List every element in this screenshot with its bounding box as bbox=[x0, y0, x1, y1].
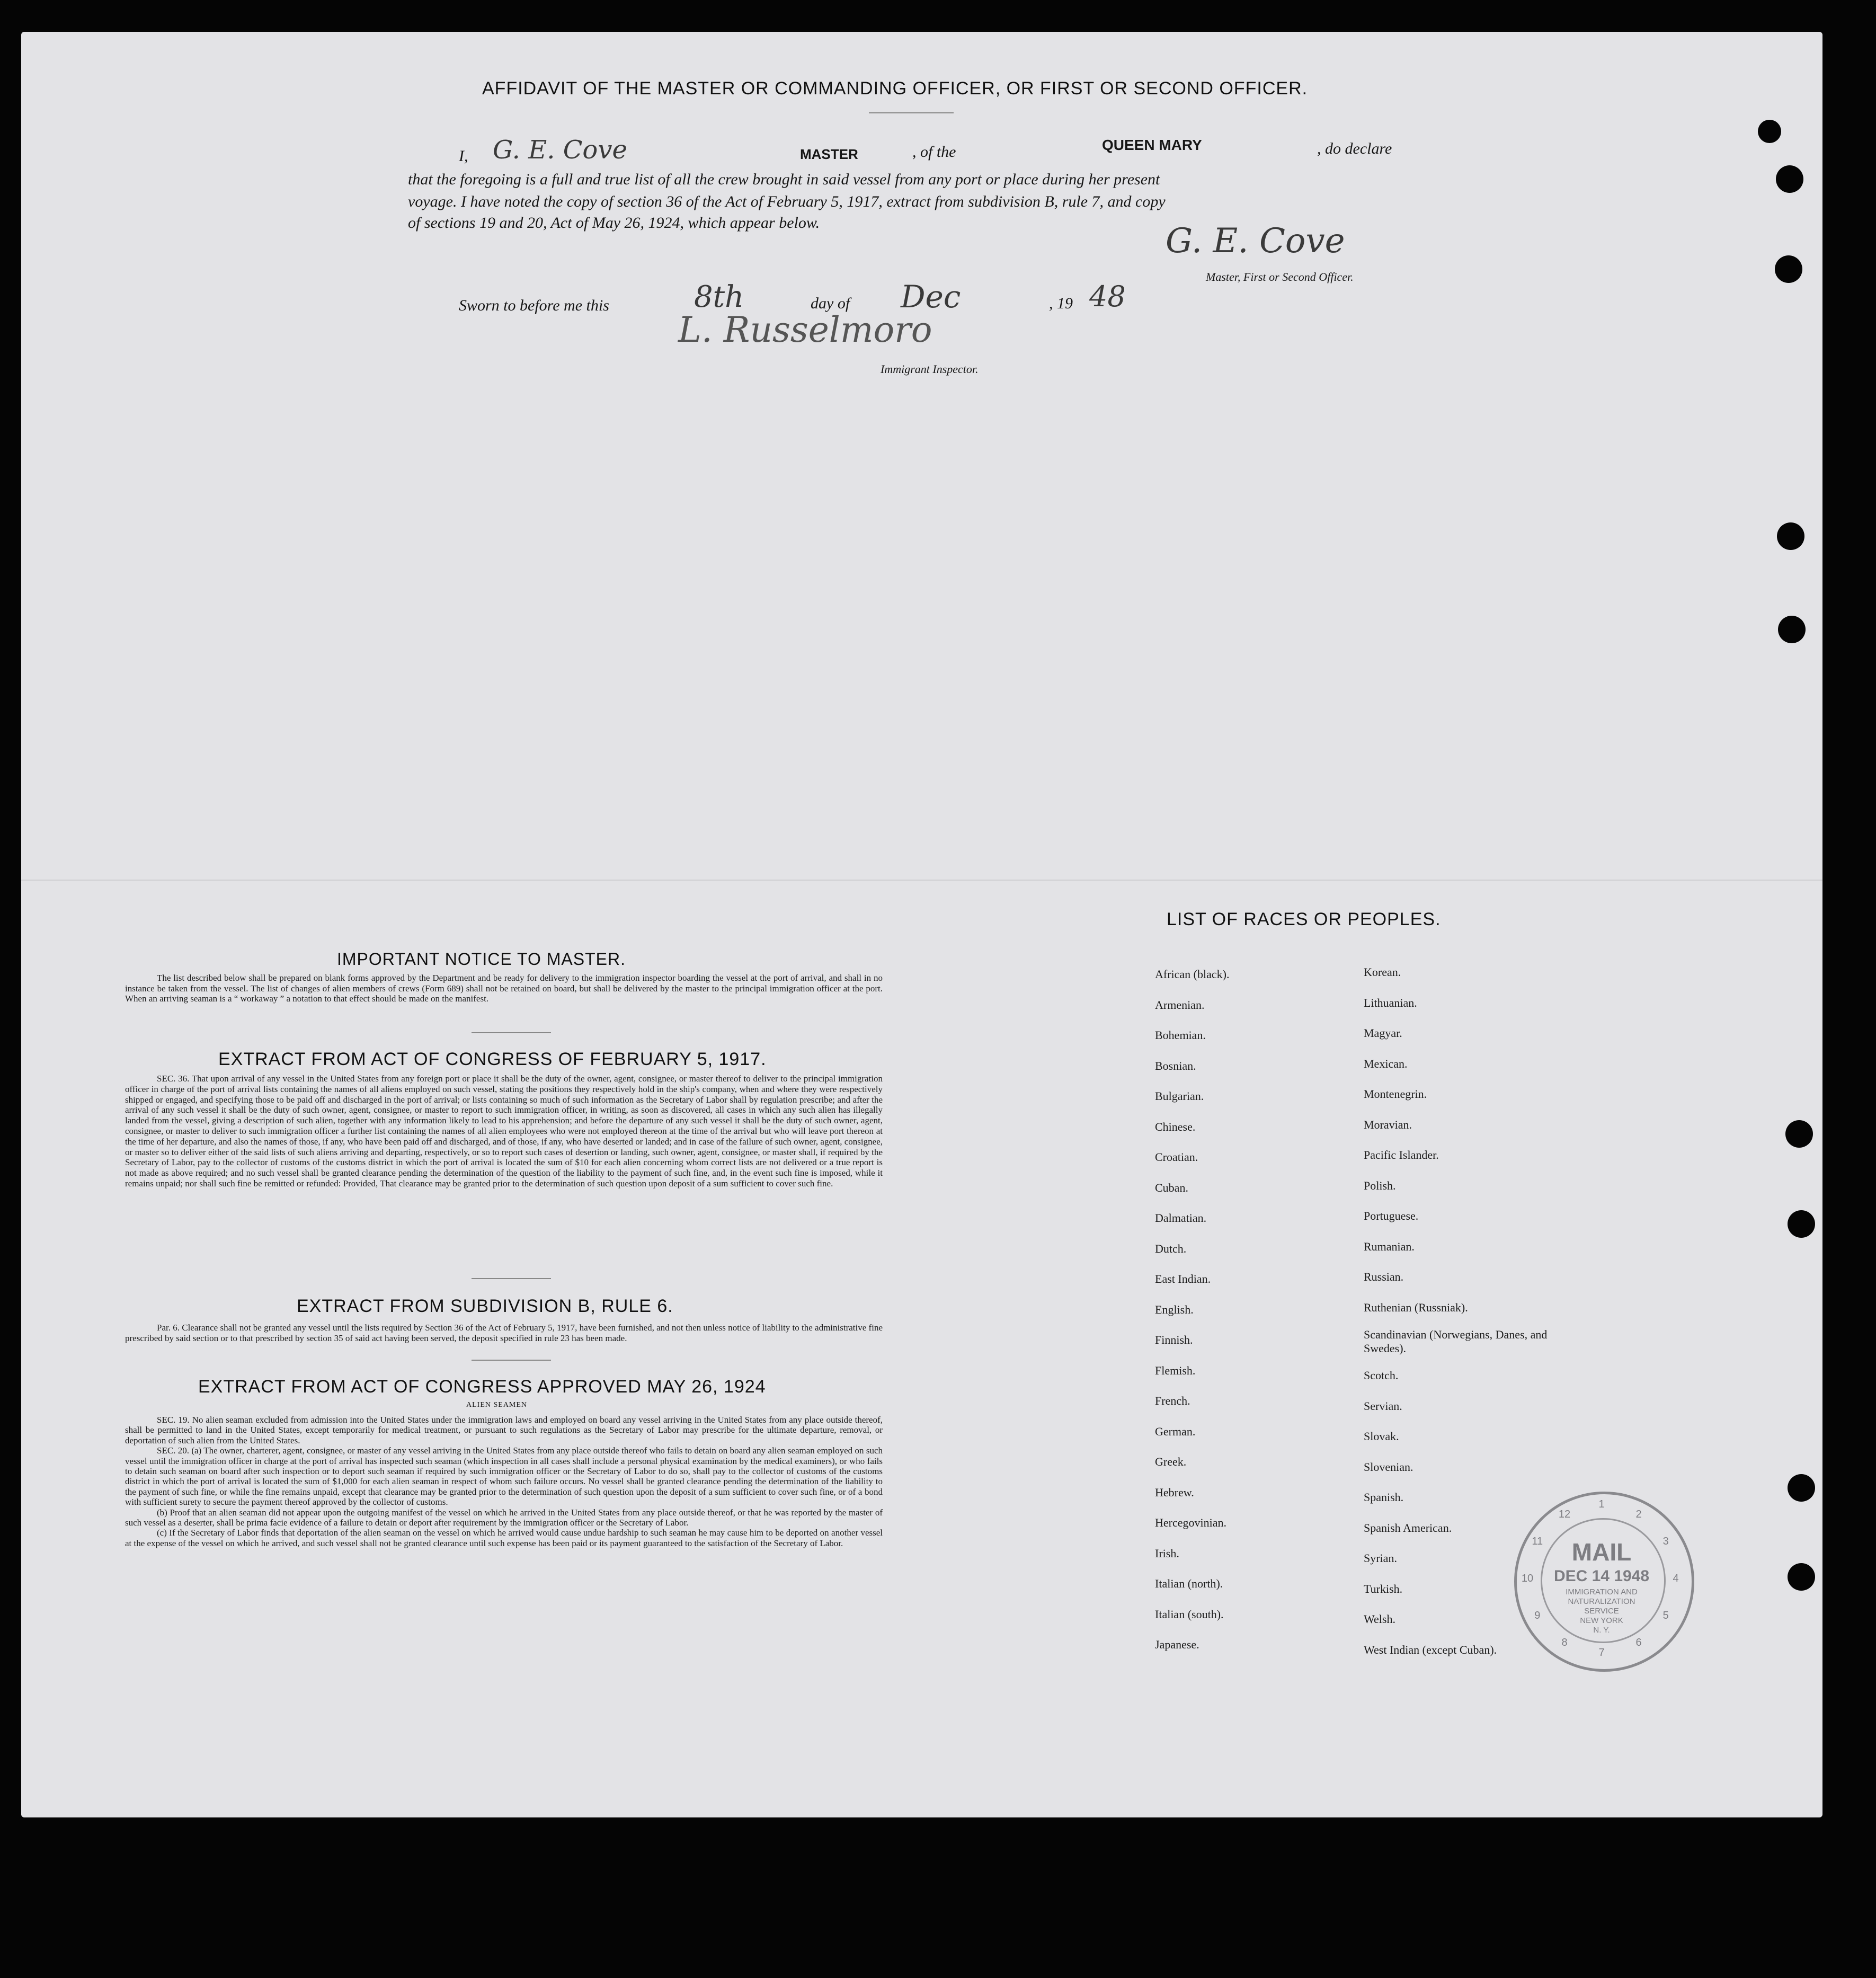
notice-title: IMPORTANT NOTICE TO MASTER. bbox=[337, 950, 626, 969]
sec-19-paragraph: SEC. 19. No alien seaman excluded from admission into the United States under the immigration laws and employed on board any vessel arriving in the United States from any place outside thereof, shall be permitted to land in the United States, except temporarily for medical treatment, or pursuant to such regulations as the Secretary of Labor may prescribe for the ultimate departure, removal, or deportation of such alien from the United States. bbox=[125, 1415, 883, 1445]
stamp-ring-number: 3 bbox=[1662, 1536, 1669, 1547]
rank: MASTER bbox=[800, 146, 858, 162]
inspector-signature: L. Russelmoro bbox=[678, 309, 932, 350]
race-item: Spanish. bbox=[1364, 1491, 1404, 1504]
race-item: Hebrew. bbox=[1155, 1485, 1194, 1499]
race-item: German. bbox=[1155, 1424, 1196, 1438]
stamp-ring-number: 9 bbox=[1534, 1610, 1541, 1621]
stamp-ring-number: 12 bbox=[1558, 1508, 1571, 1520]
stamp-mail: MAIL bbox=[1571, 1538, 1632, 1566]
race-item: Slovenian. bbox=[1364, 1460, 1413, 1474]
race-item: Slovak. bbox=[1364, 1430, 1399, 1443]
divider bbox=[472, 1360, 551, 1361]
punch-hole bbox=[1758, 120, 1781, 143]
race-item: Syrian. bbox=[1364, 1551, 1397, 1565]
stamp-line-5: SERVICE bbox=[1584, 1607, 1619, 1616]
race-item: Welsh. bbox=[1364, 1612, 1395, 1626]
race-item: Korean. bbox=[1364, 965, 1401, 979]
race-item: Magyar. bbox=[1364, 1026, 1402, 1040]
race-item: Scotch. bbox=[1364, 1369, 1399, 1382]
vessel-name: QUEEN MARY bbox=[1102, 137, 1202, 153]
race-item: Russian. bbox=[1364, 1270, 1404, 1283]
race-item: Flemish. bbox=[1155, 1363, 1196, 1377]
race-item: Lithuanian. bbox=[1364, 996, 1417, 1009]
race-item: Cuban. bbox=[1155, 1181, 1188, 1194]
affidavit-title: AFFIDAVIT OF THE MASTER OR COMMANDING OFFICER, OR FIRST OR SECOND OFFICER. bbox=[482, 78, 1308, 99]
race-item: Bulgarian. bbox=[1155, 1089, 1204, 1103]
race-item: English. bbox=[1155, 1302, 1194, 1316]
punch-hole bbox=[1777, 522, 1804, 550]
stamp-ring-number: 11 bbox=[1532, 1536, 1543, 1547]
stamp-ring-number: 8 bbox=[1561, 1637, 1568, 1649]
race-item: African (black). bbox=[1155, 968, 1230, 981]
extract-rule6-text: Par. 6. Clearance shall not be granted any vessel until the lists required by Section 36 of the Act of February 5, 1917, have been furnished, and not then unless notice of liability to the administrative fine prescribed by said section or to that prescribed by section 35 of said act having been served, the deposit specified in rule 23 has been made. bbox=[125, 1323, 883, 1343]
punch-hole bbox=[1775, 255, 1802, 283]
punch-hole bbox=[1788, 1474, 1815, 1502]
sworn-prefix: Sworn to before me this bbox=[459, 297, 609, 314]
divider bbox=[869, 112, 954, 113]
sworn-day: 8th bbox=[694, 280, 744, 314]
races-left-column bbox=[1155, 959, 1229, 1660]
race-item: Ruthenian (Russniak). bbox=[1364, 1300, 1468, 1314]
stamp-ring-number: 2 bbox=[1635, 1508, 1642, 1520]
race-item: Chinese. bbox=[1155, 1120, 1196, 1133]
race-item: Spanish American. bbox=[1364, 1521, 1452, 1534]
stamp-ring-number: 6 bbox=[1635, 1637, 1642, 1649]
race-item: Finnish. bbox=[1155, 1333, 1193, 1346]
race-item: Moravian. bbox=[1364, 1117, 1412, 1131]
stamp-ring-number: 10 bbox=[1521, 1573, 1534, 1584]
race-item: Bohemian. bbox=[1155, 1028, 1206, 1042]
races-title: LIST OF RACES OR PEOPLES. bbox=[1167, 909, 1441, 929]
stamp-ring-number: 7 bbox=[1598, 1647, 1605, 1658]
race-item: Armenian. bbox=[1155, 998, 1205, 1012]
declaration-prefix: I, bbox=[459, 147, 468, 165]
of-the-text: , of the bbox=[912, 143, 956, 161]
race-item: French. bbox=[1155, 1394, 1190, 1407]
notice-text: The list described below shall be prepared on blank forms approved by the Department and be ready for delivery to the immigration inspector boarding the vessel at the port of arrival, and shall in no instance be taken from the vessel. The list of changes of alien members of crews (Form 689) shall not be retained on board, but shall be delivered by the master to the principal immigration officer at the port. When an arriving seaman is a “ workaway ” a notation to that effect should be made on the manifest. bbox=[125, 973, 883, 1004]
signature-caption: Master, First or Second Officer. bbox=[1206, 270, 1354, 283]
race-item: Portuguese. bbox=[1364, 1209, 1419, 1222]
sworn-year: 48 bbox=[1089, 280, 1126, 313]
race-item: West Indian (except Cuban). bbox=[1364, 1643, 1497, 1656]
stamp-ring-number: 1 bbox=[1598, 1498, 1605, 1510]
race-item: Scandinavian (Norwegians, Danes, and Swedes). bbox=[1364, 1328, 1548, 1355]
stamp-ring-number: 4 bbox=[1673, 1573, 1679, 1584]
do-declare-text: , do declare bbox=[1317, 140, 1392, 157]
race-item: Pacific Islander. bbox=[1364, 1148, 1439, 1161]
day-of-text: day of bbox=[811, 295, 850, 312]
stamp-date: DEC 14 1948 bbox=[1553, 1567, 1650, 1585]
stamp-line-6: NEW YORK bbox=[1580, 1616, 1623, 1625]
race-item: Greek. bbox=[1155, 1455, 1187, 1468]
race-item: Mexican. bbox=[1364, 1057, 1408, 1070]
divider bbox=[472, 1032, 551, 1033]
race-item: Rumanian. bbox=[1364, 1239, 1415, 1253]
race-item: East Indian. bbox=[1155, 1272, 1211, 1285]
race-item: Irish. bbox=[1155, 1546, 1179, 1560]
stamp-line-7: N. Y. bbox=[1593, 1626, 1610, 1635]
punch-hole bbox=[1788, 1563, 1815, 1591]
race-item: Dalmatian. bbox=[1155, 1211, 1207, 1225]
extract-1917-title: EXTRACT FROM ACT OF CONGRESS OF FEBRUARY 5, 1917. bbox=[218, 1049, 767, 1069]
race-item: Italian (north). bbox=[1155, 1577, 1223, 1590]
race-item: Dutch. bbox=[1155, 1241, 1187, 1255]
affidavit-line-3: of sections 19 and 20, Act of May 26, 1924, which appear below. bbox=[408, 214, 820, 232]
extract-1924-title: EXTRACT FROM ACT OF CONGRESS APPROVED MAY 26, 1924 bbox=[198, 1377, 766, 1397]
affidavit-line-1: that the foregoing is a full and true list of all the crew brought in said vessel from any port or place during her present bbox=[408, 171, 1160, 188]
race-item: Montenegrin. bbox=[1364, 1087, 1427, 1101]
sec-20a-paragraph: SEC. 20. (a) The owner, charterer, agent, consignee, or master of any vessel arriving in the United States from any place outside thereof who fails to detain on board any alien seaman employed on such vessel until the immigration officer in charge at the port of arrival has inspected such seaman (which inspection in all cases shall include a personal physical examination by the medical examiners), or who fails to detain such seaman on board after such inspection or to deport such seaman if required by such immigration officer or the Secretary of Labor to do so, shall pay to the collector of customs of the customs district in which the port of arrival is located the sum of $1,000 for each alien seaman in respect of whom such failure occurs. No vessel shall be granted clearance pending the determination of the liability to the payment of such fine, or while the fine remains unpaid, except that clearance may be granted prior to the determination of such question upon the deposit of a sum sufficient to cover such fine, or of a bond with sufficient surety to secure the payment thereof approved by the collector of customs. bbox=[125, 1445, 883, 1507]
race-item: Turkish. bbox=[1364, 1582, 1403, 1595]
stamp-ring-number: 5 bbox=[1662, 1610, 1669, 1621]
sworn-month: Dec bbox=[901, 279, 961, 315]
extract-1917-text: SEC. 36. That upon arrival of any vessel in the United States from any foreign port or place it shall be the duty of the owner, agent, consignee, or master thereof to deliver to the principal immigration officer in charge of the port of arrival lists containing the names of all aliens employed on such vessel, stating the positions they respectively hold in the ship's company, when and where they were respectively shipped or engaged, and specifying those to be paid off and discharged in the port of arrival; or lists containing so much of such information as the Secretary of Labor shall by regulation prescribe; and after the arrival of any such vessel it shall be the duty of such owner, agent, consignee, or master to report to such immigration officer, in writing, as soon as discovered, all cases in which any such alien has illegally landed from the vessel, giving a description of such alien, together with any information likely to lead to his apprehension; and before the departure of any such vessel it shall be the duty of such owner, agent, consignee, or master to deliver to such immigration officer a further list containing the names of all alien employees who were not employed thereon at the time of the arrival but who will leave port thereon at the time of her departure, and also the names of those, if any, who have been paid off and discharged, and of those, if any, who have deserted or landed; and in case of the failure of such owner, agent, consignee, or master so to deliver either of the said lists of such aliens arriving and departing, respectively, or so to report such cases of desertion or landing, such owner, agent, consignee, or master shall, if required by the Secretary of Labor, pay to the collector of customs of the customs district in which the port of arrival is located the sum of $10 for each alien concerning whom correct lists are not delivered or a true report is not made as above required; and no such vessel shall be granted clearance pending the determination of the question of the liability to the payment of such fine, and, in the event such fine is imposed, while it remains unpaid; nor shall such fine be remitted or refunded: Provided, That clearance may be granted prior to the determination of such question upon deposit of a sum sufficient to cover such fine. bbox=[125, 1074, 883, 1188]
stamp-line-4: NATURALIZATION bbox=[1568, 1597, 1635, 1606]
affidavit-line-2: voyage. I have noted the copy of section 36 of the Act of February 5, 1917, extract from subdivision B, rule 7, and copy bbox=[408, 193, 1166, 210]
master-signature: G. E. Cove bbox=[1166, 221, 1345, 261]
fold-line bbox=[21, 880, 1822, 881]
race-item: Croatian. bbox=[1155, 1150, 1198, 1164]
divider bbox=[472, 1278, 551, 1279]
stamp-line-3: IMMIGRATION AND bbox=[1566, 1587, 1638, 1596]
extract-1924-subtitle: ALIEN SEAMEN bbox=[466, 1401, 528, 1409]
race-item: Polish. bbox=[1364, 1178, 1396, 1192]
race-item: Italian (south). bbox=[1155, 1607, 1224, 1621]
extract-1924-text bbox=[125, 1415, 883, 1548]
race-item: Hercegovinian. bbox=[1155, 1516, 1226, 1529]
punch-hole bbox=[1785, 1120, 1813, 1148]
extract-rule6-title: EXTRACT FROM SUBDIVISION B, RULE 6. bbox=[297, 1296, 673, 1316]
race-item: Servian. bbox=[1364, 1399, 1402, 1413]
punch-hole bbox=[1788, 1210, 1815, 1238]
race-item: Bosnian. bbox=[1155, 1059, 1196, 1072]
mail-received-stamp bbox=[1514, 1492, 1694, 1672]
year-prefix: , 19 bbox=[1049, 295, 1073, 312]
sec-20b-paragraph: (b) Proof that an alien seaman did not appear upon the outgoing manifest of the vessel on which he arrived in the United States from any place outside thereof, or that he was reported by the master of such vessel as a deserter, shall be prima facie evidence of a failure to detain or deport after requirement by the immigration officer or the Secretary of Labor. bbox=[125, 1507, 883, 1528]
punch-hole bbox=[1776, 165, 1803, 193]
master-signature-inline: G. E. Cove bbox=[493, 135, 627, 165]
race-item: Japanese. bbox=[1155, 1638, 1199, 1651]
sec-20c-paragraph: (c) If the Secretary of Labor finds that deportation of the alien seaman on the vessel on which he arrived would cause undue hardship to such seaman he may cause him to be deported on another vessel at the expense of the vessel on which he arrived, and such vessel shall not be granted clearance until such expense has been paid or its payment guaranteed to the satisfaction of the Secretary of Labor. bbox=[125, 1528, 883, 1548]
punch-hole bbox=[1778, 616, 1806, 643]
inspector-caption: Immigrant Inspector. bbox=[881, 362, 979, 376]
